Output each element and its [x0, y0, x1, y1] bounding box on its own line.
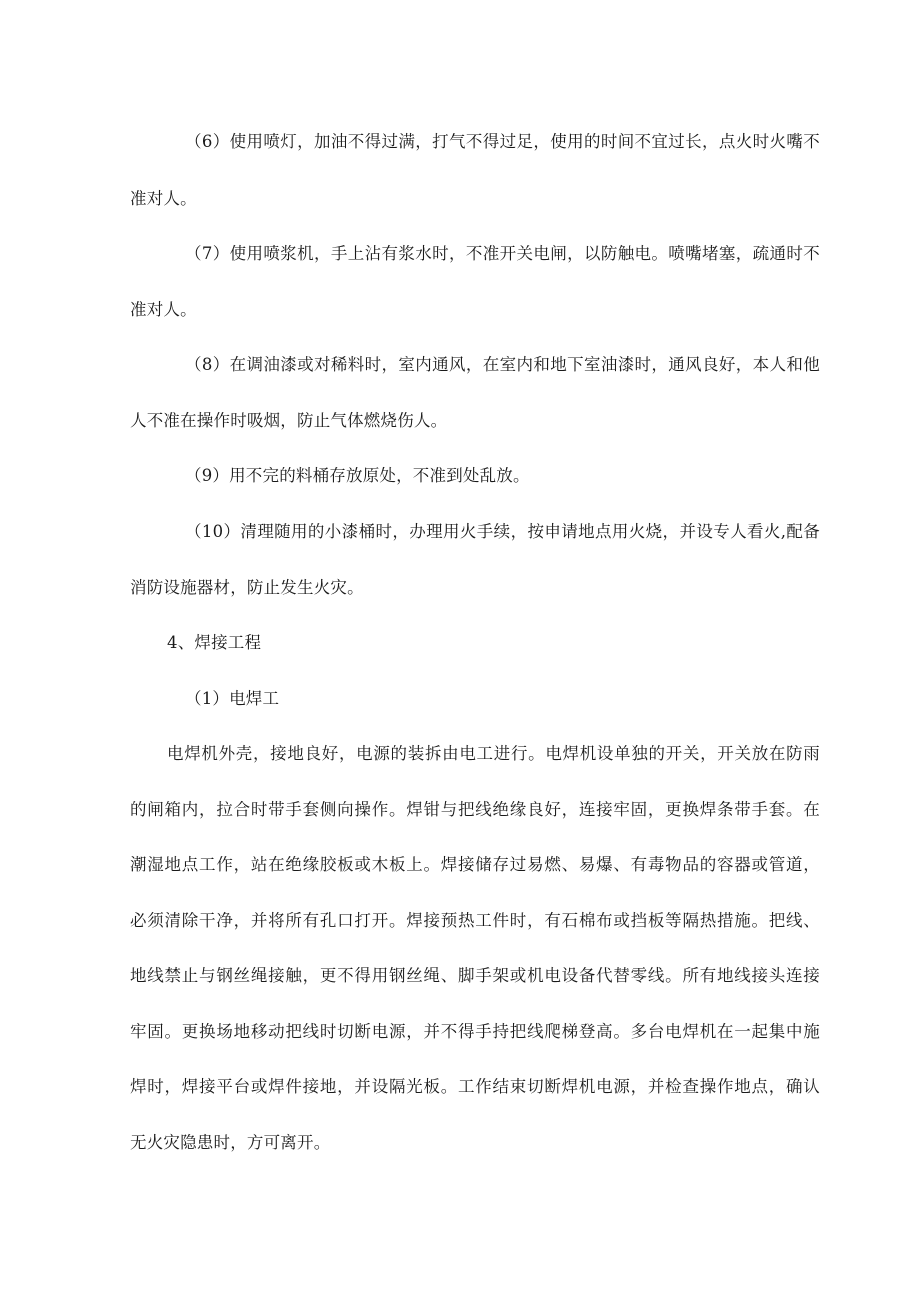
welder-paragraph-line: 地线禁止与钢丝绳接触，更不得用钢丝绳、脚手架或机电设备代替零线。所有地线接头连接 [130, 966, 820, 985]
welder-paragraph-line: 电焊机外壳，接地良好，电源的装拆由电工进行。电焊机设单独的开关，开关放在防雨 [167, 744, 820, 763]
section-heading-welding: 4、焊接工程 [167, 633, 262, 652]
paragraph-10-line-1: （10）清理随用的小漆桶时，办理用火手续，按申请地点用火烧，并设专人看火,配备 [185, 522, 820, 541]
welder-paragraph-line: 的闸箱内，拉合时带手套侧向操作。焊钳与把线绝缘良好，连接牢固，更换焊条带手套。在 [130, 800, 820, 819]
paragraph-6-line-1: （6）使用喷灯，加油不得过满，打气不得过足，使用的时间不宜过长，点火时火嘴不 [185, 132, 820, 151]
welder-paragraph-line: 必须清除干净，并将所有孔口打开。焊接预热工件时，有石棉布或挡板等隔热措施。把线、 [130, 911, 820, 930]
paragraph-6-line-2: 准对人。 [130, 189, 197, 208]
paragraph-8-line-2: 人不准在操作时吸烟，防止气体燃烧伤人。 [130, 411, 448, 430]
paragraph-8-line-1: （8）在调油漆或对稀料时，室内通风，在室内和地下室油漆时，通风良好，本人和他 [185, 355, 820, 374]
paragraph-9-line-1: （9）用不完的料桶存放原处，不准到处乱放。 [185, 466, 530, 485]
welder-paragraph-line: 牢固。更换场地移动把线时切断电源，并不得手持把线爬梯登高。多台电焊机在一起集中施 [130, 1022, 820, 1041]
paragraph-10-line-2: 消防设施器材，防止发生火灾。 [130, 578, 364, 597]
welder-paragraph-line: 焊时，焊接平台或焊件接地，并设隔光板。工作结束切断焊机电源，并检查操作地点，确认 [130, 1077, 820, 1096]
paragraph-7-line-2: 准对人。 [130, 300, 197, 319]
paragraph-7-line-1: （7）使用喷浆机，手上沾有浆水时，不准开关电闸，以防触电。喷嘴堵塞，疏通时不 [185, 244, 820, 263]
welder-paragraph-line: 潮湿地点工作，站在绝缘胶板或木板上。焊接储存过易燃、易爆、有毒物品的容器或管道， [130, 855, 820, 874]
welder-paragraph-line: 无火灾隐患时，方可离开。 [130, 1133, 331, 1152]
subheading-welder: （1）电焊工 [185, 689, 280, 708]
